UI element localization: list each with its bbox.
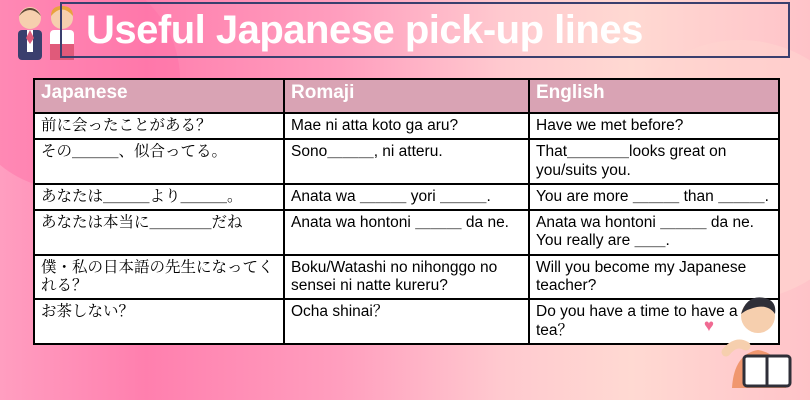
page-title: Useful Japanese pick-up lines	[86, 8, 643, 52]
cell-english: Do you have a time to have a tea？	[529, 299, 779, 344]
table-row	[34, 299, 779, 344]
cell-romaji: Anata wa ＿＿＿ yori ＿＿＿.	[284, 184, 529, 210]
cell-english: Will you become my Japanese teacher?	[529, 255, 779, 300]
person-reading-icon	[692, 292, 804, 398]
cell-japanese: 前に会ったことがある？	[34, 113, 284, 139]
table-header-row	[34, 79, 779, 113]
cell-romaji: Mae ni atta koto ga aru?	[284, 113, 529, 139]
phrase-table	[33, 78, 780, 345]
cell-japanese: 僕・私の日本語の先生になってくれる？	[34, 255, 284, 300]
table-row	[34, 184, 779, 210]
cell-english: Anata wa hontoni ＿＿＿ da ne. You really are ＿＿.	[529, 210, 779, 255]
cell-english: Have we met before?	[529, 113, 779, 139]
header	[0, 0, 810, 62]
cell-romaji: Ocha shinai？	[284, 299, 529, 344]
column-header-romaji: Romaji	[284, 79, 529, 113]
cell-japanese: お茶しない？	[34, 299, 284, 344]
cell-english: That＿＿＿＿looks great on you/suits you.	[529, 139, 779, 184]
cell-japanese: あなたは本当に＿＿＿＿だね	[34, 210, 284, 255]
cell-romaji: Anata wa hontoni ＿＿＿ da ne.	[284, 210, 529, 255]
cell-english: You are more ＿＿＿ than ＿＿＿.	[529, 184, 779, 210]
cell-japanese: あなたは＿＿＿より＿＿＿。	[34, 184, 284, 210]
table-row	[34, 255, 779, 300]
column-header-english: English	[529, 79, 779, 113]
cell-romaji: Sono＿＿＿, ni atteru.	[284, 139, 529, 184]
heart-icon: ♥	[703, 316, 714, 335]
column-header-japanese: Japanese	[34, 79, 284, 113]
cell-japanese: その＿＿＿、似合ってる。	[34, 139, 284, 184]
table-row	[34, 139, 779, 184]
cell-romaji: Boku/Watashi no nihonggo no sensei ni natte kureru?	[284, 255, 529, 300]
phrase-table-container	[33, 78, 778, 345]
table-row	[34, 210, 779, 255]
table-row	[34, 113, 779, 139]
